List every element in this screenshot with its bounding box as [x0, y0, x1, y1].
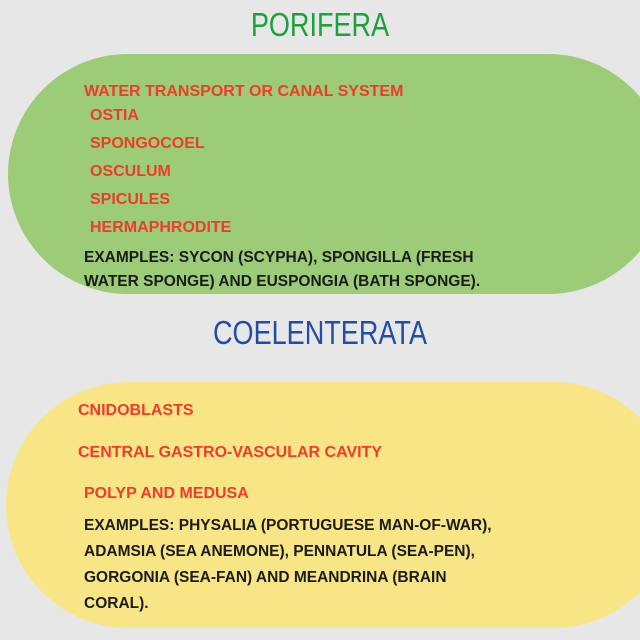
- coelenterata-feature-gastrovascular-cavity: CENTRAL GASTRO-VASCULAR CAVITY: [78, 444, 382, 461]
- coelenterata-examples-line-2: ADAMSIA (SEA ANEMONE), PENNATULA (SEA-PEN),: [84, 543, 475, 560]
- coelenterata-feature-cnidoblasts: CNIDOBLASTS: [78, 402, 194, 419]
- porifera-feature-spongocoel: SPONGOCOEL: [90, 135, 205, 152]
- porifera-examples-line-1: EXAMPLES: SYCON (SCYPHA), SPONGILLA (FRESH: [84, 249, 474, 266]
- porifera-feature-hermaphrodite: HERMAPHRODITE: [90, 219, 232, 236]
- porifera-heading: PORIFERA: [250, 6, 390, 43]
- porifera-feature-osculum: OSCULUM: [90, 163, 171, 180]
- coelenterata-feature-polyp-medusa: POLYP AND MEDUSA: [84, 485, 249, 502]
- porifera-feature-canal-system: WATER TRANSPORT OR CANAL SYSTEM: [84, 83, 404, 100]
- coelenterata-examples-line-1: EXAMPLES: PHYSALIA (PORTUGUESE MAN-OF-WAR),: [84, 517, 492, 534]
- coelenterata-examples-line-4: CORAL).: [84, 595, 149, 612]
- porifera-feature-ostia: OSTIA: [90, 107, 139, 124]
- porifera-feature-spicules: SPICULES: [90, 191, 171, 208]
- porifera-examples-line-2: WATER SPONGE) AND EUSPONGIA (BATH SPONGE).: [84, 273, 481, 290]
- coelenterata-examples-line-3: GORGONIA (SEA-FAN) AND MEANDRINA (BRAIN: [84, 569, 447, 586]
- coelenterata-heading: COELENTERATA: [212, 314, 428, 351]
